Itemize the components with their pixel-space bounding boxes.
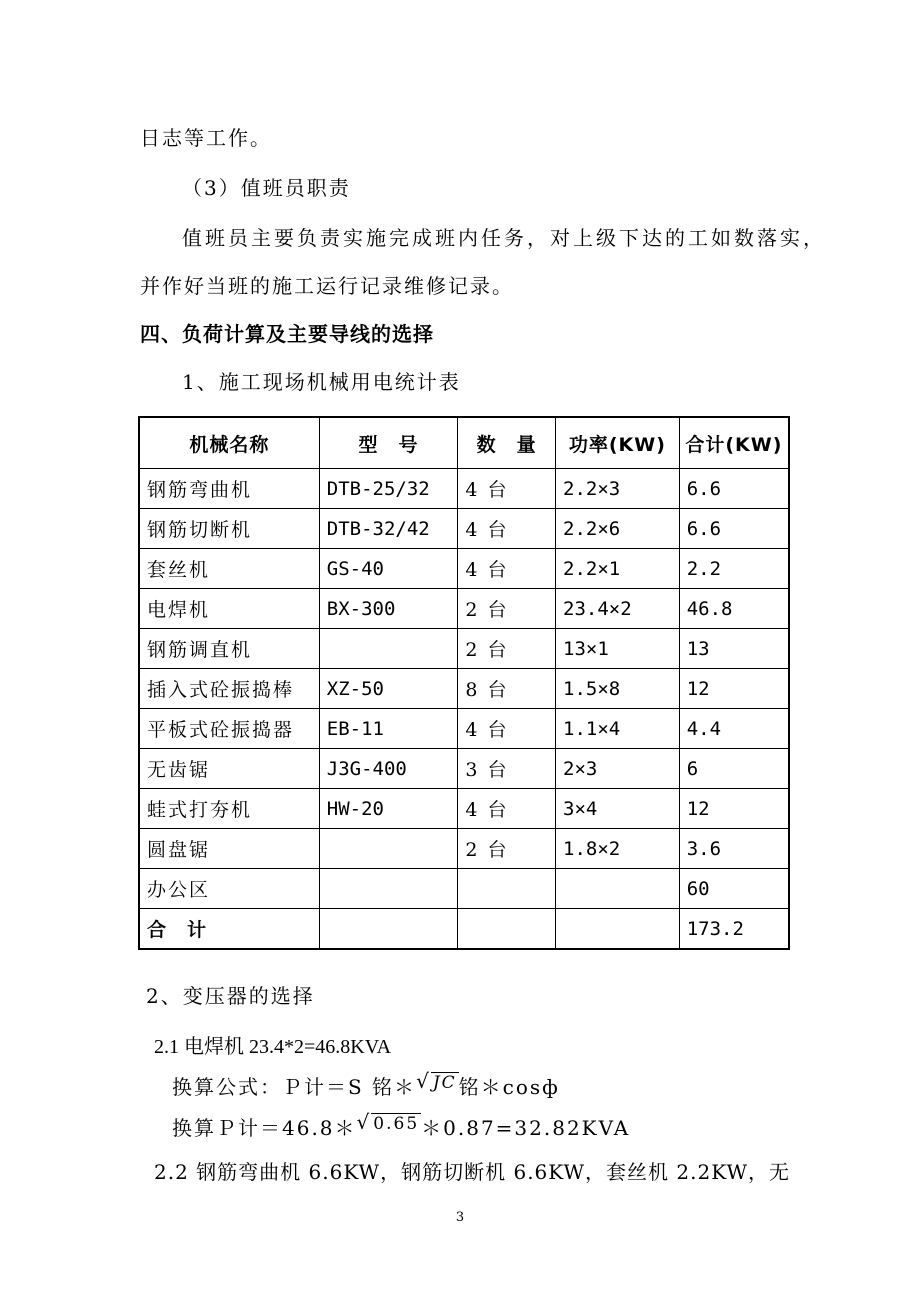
total-label: 合 计 (139, 909, 319, 950)
cell-power: 2×3 (556, 749, 680, 789)
cell-machine-name: 插入式砼振捣棒 (139, 669, 319, 709)
table-row (139, 749, 789, 789)
subsection-title: 2、变压器的选择 (146, 984, 315, 1008)
cell-machine-name: 平板式砼振捣器 (139, 709, 319, 749)
table-row (139, 589, 789, 629)
table-row (139, 869, 789, 909)
cell-subtotal: 12 (679, 669, 789, 709)
cell-subtotal: 13 (679, 629, 789, 669)
table-title: 1、施工现场机械用电统计表 (182, 370, 461, 394)
table-row (139, 829, 789, 869)
calc-line: 2.2 钢筋弯曲机 6.6KW，钢筋切断机 6.6KW，套丝机 2.2KW，无 (154, 1160, 791, 1184)
cell-machine-name: 蛙式打夯机 (139, 789, 319, 829)
cell-quantity (458, 869, 556, 909)
cell-machine-name: 电焊机 (139, 589, 319, 629)
cell-power: 2.2×6 (556, 509, 680, 549)
cell-model: XZ-50 (319, 669, 458, 709)
table-row (139, 469, 789, 509)
cell-model: EB-11 (319, 709, 458, 749)
formula-suffix: ＊0.87=32.82KVA (421, 1116, 631, 1140)
cell-subtotal: 3.6 (679, 829, 789, 869)
calc-line: 2.1 电焊机 23.4*2=46.8KVA (154, 1036, 392, 1058)
cell-subtotal: 4.4 (679, 709, 789, 749)
cell-power: 3×4 (556, 789, 680, 829)
sqrt-symbol: √ JC (416, 1069, 457, 1093)
paragraph-text: 日志等工作。 (140, 126, 272, 150)
cell-machine-name: 办公区 (139, 869, 319, 909)
total-value: 173.2 (679, 909, 789, 950)
cell-machine-name: 无齿锯 (139, 749, 319, 789)
cell-model: DTB-32/42 (319, 509, 458, 549)
cell-model (319, 869, 458, 909)
cell-power: 2.2×1 (556, 549, 680, 589)
cell-power (556, 869, 680, 909)
cell-subtotal: 6.6 (679, 469, 789, 509)
cell-model (319, 829, 458, 869)
cell-subtotal: 6.6 (679, 509, 789, 549)
formula-suffix: 铭＊cosф (458, 1075, 560, 1099)
sqrt-radicand: JC (432, 1073, 457, 1093)
cell-power: 1.1×4 (556, 709, 680, 749)
cell-model: GS-40 (319, 549, 458, 589)
header-model: 型 号 (319, 417, 458, 469)
table-total-row (139, 909, 789, 950)
table-row (139, 509, 789, 549)
cell-quantity: 8 台 (458, 669, 556, 709)
page-number: 3 (455, 1210, 465, 1225)
cell-quantity: 4 台 (458, 789, 556, 829)
paragraph-text: 值班员主要负责实施完成班内任务，对上级下达的工如数落实， (182, 226, 826, 250)
cell-power: 23.4×2 (556, 589, 680, 629)
cell-model: HW-20 (319, 789, 458, 829)
cell-quantity: 3 台 (458, 749, 556, 789)
cell-machine-name: 圆盘锯 (139, 829, 319, 869)
empty-cell (556, 909, 680, 950)
cell-power: 2.2×3 (556, 469, 680, 509)
formula-line (172, 1112, 630, 1141)
cell-subtotal: 46.8 (679, 589, 789, 629)
cell-subtotal: 12 (679, 789, 789, 829)
header-quantity: 数 量 (458, 417, 556, 469)
cell-power: 13×1 (556, 629, 680, 669)
header-machine-name: 机械名称 (139, 417, 319, 469)
cell-quantity: 4 台 (458, 549, 556, 589)
cell-machine-name: 套丝机 (139, 549, 319, 589)
table-header-row (139, 417, 789, 469)
cell-quantity: 4 台 (458, 509, 556, 549)
cell-quantity: 2 台 (458, 589, 556, 629)
table-row (139, 549, 789, 589)
sqrt-radicand: 0.65 (373, 1114, 420, 1134)
cell-subtotal: 2.2 (679, 549, 789, 589)
cell-model: BX-300 (319, 589, 458, 629)
subsection-title: （3）值班员职责 (182, 176, 351, 200)
sqrt-symbol: √ 0.65 (356, 1110, 420, 1134)
cell-power: 1.5×8 (556, 669, 680, 709)
formula-prefix: 换算Ｐ计＝46.8＊ (172, 1116, 357, 1140)
header-power: 功率(KW) (556, 417, 680, 469)
section-heading: 四、负荷计算及主要导线的选择 (140, 322, 434, 346)
cell-model: J3G-400 (319, 749, 458, 789)
table-row (139, 669, 789, 709)
header-subtotal: 合计(KW) (679, 417, 789, 469)
equipment-power-table (138, 416, 790, 950)
cell-subtotal: 6 (679, 749, 789, 789)
cell-model (319, 629, 458, 669)
empty-cell (319, 909, 458, 950)
cell-machine-name: 钢筋调直机 (139, 629, 319, 669)
cell-machine-name: 钢筋弯曲机 (139, 469, 319, 509)
table-row (139, 629, 789, 669)
formula-prefix: 换算公式：Ｐ计＝S 铭＊ (172, 1075, 417, 1099)
empty-cell (458, 909, 556, 950)
cell-quantity: 4 台 (458, 469, 556, 509)
table-row (139, 789, 789, 829)
cell-quantity: 2 台 (458, 629, 556, 669)
cell-model: DTB-25/32 (319, 469, 458, 509)
cell-quantity: 2 台 (458, 829, 556, 869)
cell-subtotal: 60 (679, 869, 789, 909)
paragraph-text: 并作好当班的施工运行记录维修记录。 (140, 274, 514, 298)
formula-line (172, 1071, 560, 1100)
table-row (139, 709, 789, 749)
cell-machine-name: 钢筋切断机 (139, 509, 319, 549)
cell-quantity: 4 台 (458, 709, 556, 749)
cell-power: 1.8×2 (556, 829, 680, 869)
